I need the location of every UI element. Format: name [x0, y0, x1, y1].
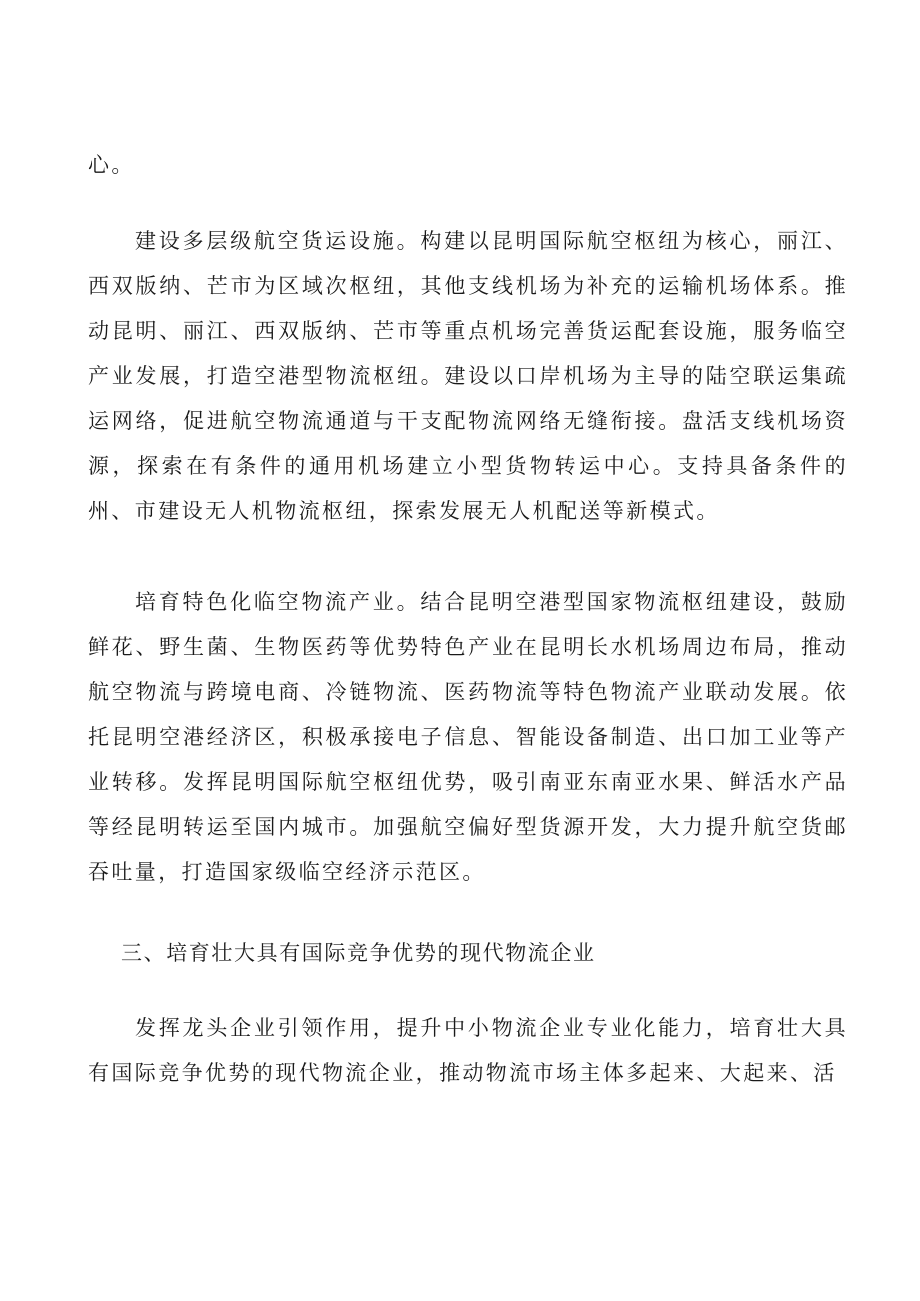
paragraph-air-cargo-facilities: 建设多层级航空货运设施。构建以昆明国际航空枢纽为核心，丽江、西双版纳、芒市为区域次枢纽，其他支线机场为补充的运输机场体系。推动昆明、丽江、西双版纳、芒市等重点机场完善货运配套设施，服务临空产业发展，打造空港型物流枢纽。建设以口岸机场为主导的陆空联运集疏运网络，促进航空物流通道与干支配物流网络无缝衔接。盘活支线机场资源，探索在有条件的通用机场建立小型货物转运中心。支持具备条件的州、市建设无人机物流枢纽，探索发展无人机配送等新模式。	[88, 229, 848, 523]
paragraph-continuation: 心。	[88, 153, 135, 177]
paragraph-logistics-enterprises: 发挥龙头企业引领作用，提升中小物流企业专业化能力，培育壮大具有国际竞争优势的现代物流企业，推动物流市场主体多起来、大起来、活	[88, 1016, 848, 1085]
section-heading: 三、培育壮大具有国际竞争优势的现代物流企业	[121, 941, 596, 965]
paragraph-airport-logistics-industry: 培育特色化临空物流产业。结合昆明空港型国家物流枢纽建设，鼓励鲜花、野生菌、生物医药等优势特色产业在昆明长水机场周边布局，推动航空物流与跨境电商、冷链物流、医药物流等特色物流产业联动发展。依托昆明空港经济区，积极承接电子信息、智能设备制造、出口加工业等产业转移。发挥昆明国际航空枢纽优势，吸引南亚东南亚水果、鲜活水产品等经昆明转运至国内城市。加强航空偏好型货源开发，大力提升航空货邮吞吐量，打造国家级临空经济示范区。	[88, 590, 848, 884]
